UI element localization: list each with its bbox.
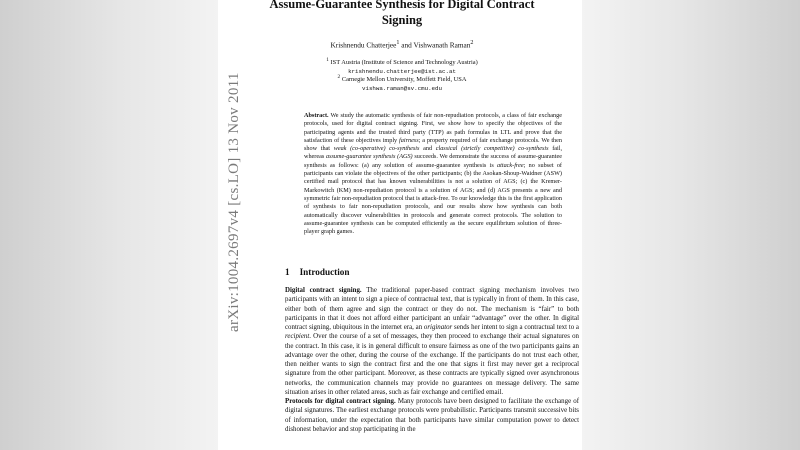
- author-affil-mark: 2: [470, 40, 474, 46]
- abstract-emphasis: weak (co-operative) co-synthesis: [333, 145, 420, 153]
- abstract-text: ; no subset of participants can violate the objectives of the other participants; (b) the Asokan-Shoup-Waidner (ASW) certified mail protocol that has known vulnerabilities is not a solution of AGS; (c) the Kremer-Markowitch (KM) non-repudiation protocol is a solution of AGS; and (d) AGS presents a new and symmetric fair non-repudiation protocol that is attack-free. To our knowledge this is the first application of synthesis to fair non-repudiation protocols, and our results show how synthesis can both automatically discover vulnerabilities in protocols and generate correct protocols. The solution to assume-guarantee synthesis can be computed efficiently as the secure equilibrium solution of three-player graph games.: [304, 161, 562, 236]
- viewer-background-right: [582, 0, 800, 450]
- author-list: [252, 40, 552, 49]
- abstract-emphasis: attack-free: [497, 161, 524, 169]
- abstract-emphasis: fairness: [399, 136, 419, 144]
- affil-email: krishnendu.chatterjee@ist.ac.at: [348, 68, 456, 76]
- abstract-text: ; a property required of fair exchange protocols. We then show that: [304, 136, 562, 153]
- affil-email: vishwa.raman@sv.cmu.edu: [361, 85, 442, 93]
- section-heading: [285, 267, 579, 277]
- paragraph-emphasis: originator: [423, 324, 453, 331]
- paragraph-heading: Protocols for digital contract signing.: [285, 398, 396, 405]
- affil-mark: 2: [337, 74, 341, 80]
- section-title: Introduction: [299, 267, 350, 277]
- paragraph-text: . Over the course of a set of messages, they then proceed to exchange their actual signatures on the contract. In this case, it is in general difficult to ensure fairness as one of the two participants gains an advantage over the other, during the course of the exchange. If the participants do not trust each other, then neither wants to sign the contract first and the one that signs it first may never get a reciprocal signature from the other participant. Moreover, as these contracts are typically signed over asynchronous networks, the communication channels may provide no guarantees on message delivery. The same situation arises in other related areas, such as fair exchange and certified email.: [285, 333, 579, 396]
- author-name: Vishwanath Raman: [413, 40, 471, 50]
- affiliation: [252, 73, 552, 93]
- viewer-background-left: [0, 0, 218, 450]
- paragraph: [285, 286, 579, 397]
- section-number: 1: [285, 267, 290, 277]
- paragraph-text: sends her intent to sign a contractual text to a: [452, 324, 579, 331]
- author-name: Krishnendu Chatterjee: [330, 40, 397, 50]
- abstract-text: succeeds. We demonstrate the success of assume-guarantee synthesis as follows: (a) any solution of assume-guarantee synthesis is: [304, 153, 562, 169]
- arxiv-identifier: arXiv:1004.2697v4 [cs.LO] 13 Nov 2011: [226, 72, 242, 332]
- abstract-emphasis: classical (strictly competitive) co-synthesis: [435, 145, 549, 153]
- abstract-emphasis: assume-guarantee synthesis (AGS): [326, 153, 413, 161]
- abstract-text: We study the automatic synthesis of fair non-repudiation protocols, a class of fair exchange protocols, used for digital contract signing. First, we show how to specify the objectives of the participating agents and the trusted third party (TTP) as path formulas in LTL and prove that the satisfaction of these objectives imply: [304, 112, 562, 144]
- abstract-text: and: [419, 145, 436, 153]
- author-affil-mark: 1: [396, 40, 400, 46]
- paragraph-text: Many protocols have been designed to facilitate the exchange of digital signatures. The earliest exchange protocols were probabilistic. Participants transmit successive bits of information, under the expectation that both participants have similar computation power to detect dishonest behavior and stop participating in the: [285, 398, 580, 433]
- affil-mark: 1: [326, 57, 329, 63]
- paragraph-heading: Digital contract signing.: [285, 287, 362, 294]
- abstract-text: fail, whereas: [304, 145, 563, 161]
- paragraph: [285, 397, 579, 434]
- paragraph-emphasis: recipient: [285, 333, 310, 341]
- affil-name: IST Austria (Institute of Science and Technology Austria): [330, 59, 478, 67]
- paper-title: Assume-Guarantee Synthesis for Digital Contract Signing: [269, 0, 535, 27]
- affil-name: Carnegie Mellon University, Moffett Field, USA: [341, 76, 467, 84]
- section-body: [285, 286, 579, 434]
- abstract-label: Abstract.: [304, 112, 329, 119]
- author-conjunction: and: [399, 40, 414, 50]
- abstract: [304, 112, 562, 236]
- paragraph-text: The traditional paper-based contract signing mechanism involves two participants with an intent to sign a piece of contractual text, that is typically in front of them. In this case, either both of them agree and sign the contract or they do not. The mechanism is “fair” to both participants in that it does not afford either participant an unfair “advantage” over the other. In digital contract signing, ubiquitous in the internet era, an: [285, 287, 579, 331]
